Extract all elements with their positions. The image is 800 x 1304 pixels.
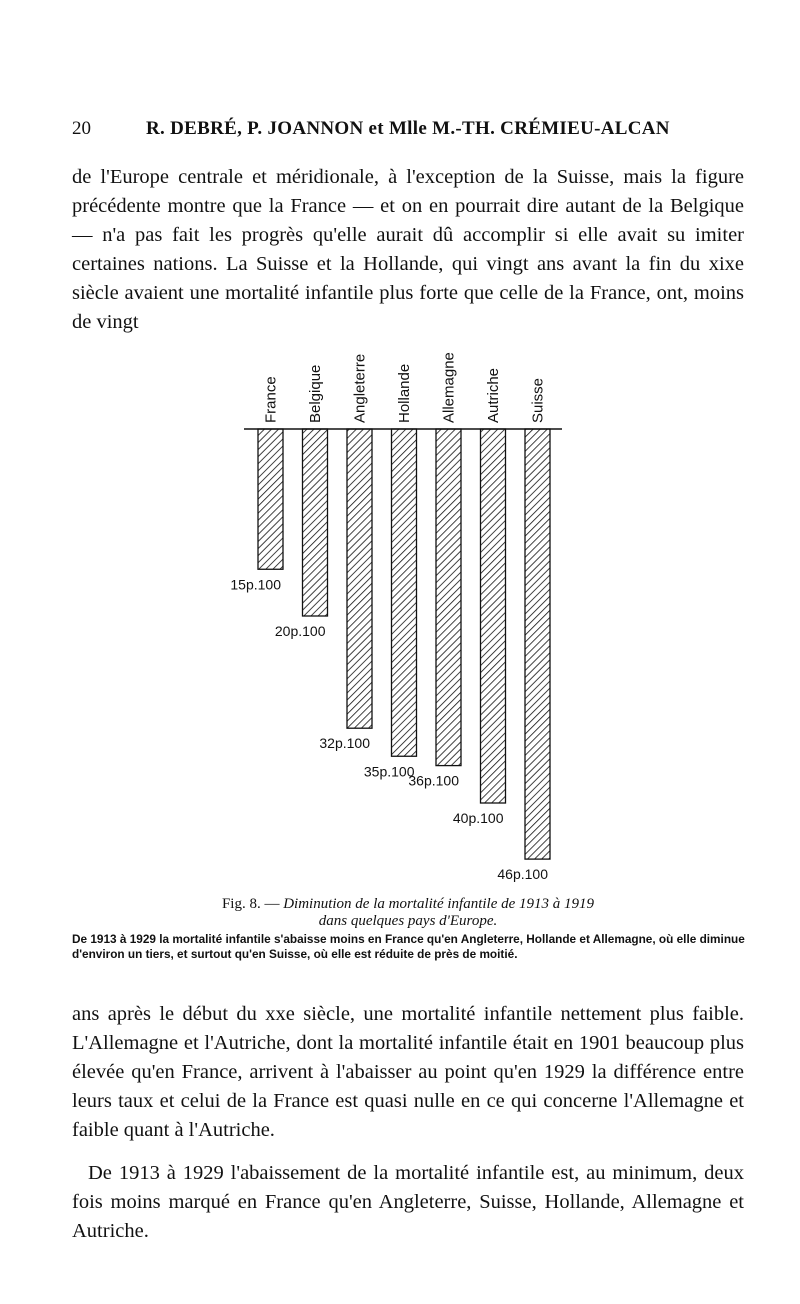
running-header-authors: R. DEBRÉ, P. JOANNON et Mlle M.-TH. CRÉMIEU-ALCAN xyxy=(146,118,670,139)
bar-allemagne xyxy=(436,429,461,766)
category-label-suisse: Suisse xyxy=(529,377,547,423)
page-number: 20 xyxy=(72,118,91,139)
bar-hollande xyxy=(392,429,417,756)
bar-autriche xyxy=(481,429,506,803)
category-label-france: France xyxy=(262,376,280,423)
value-label-angleterre: 32p.100 xyxy=(319,735,370,752)
category-label-hollande: Hollande xyxy=(396,363,413,423)
category-label-allemagne: Allemagne xyxy=(440,352,458,423)
figure-note: De 1913 à 1929 la mortalité infantile s'abaisse moins en France qu'en Angleterre, Hollande et Allemagne, où elle diminue d'environ un tiers, et surtout qu'en Suisse, où elle est réduite de près de moitié. xyxy=(72,932,745,961)
figure-title-line-1: Diminution de la mortalité infantile de 1913 à 1919 xyxy=(283,896,595,912)
value-label-france: 15p.100 xyxy=(230,576,281,593)
bar-suisse xyxy=(525,429,550,859)
category-label-autriche: Autriche xyxy=(485,367,502,423)
value-label-autriche: 40p.100 xyxy=(452,810,504,826)
figure-caption xyxy=(72,896,744,930)
chart-bars xyxy=(230,352,550,882)
figure-title-line-2: dans quelques pays d'Europe. xyxy=(318,913,498,929)
category-label-belgique: Belgique xyxy=(307,364,324,423)
value-label-belgique: 20p.100 xyxy=(274,623,326,639)
paragraph-1: de l'Europe centrale et méridionale, à l'exception de la Suisse, mais la figure précédente montre que la France — et on en pourrait dire autant de la Belgique — n'a pas fait les progrès qu'elle aurait dû accomplir si elle avait su imiter certaines nations. La Suisse et la Hollande, qui vingt ans avant la fin du xixe siècle avaient une mortalité infantile plus forte que celle de la France, ont, moins de vingt xyxy=(72,166,744,333)
figure-label: Fig. 8. — xyxy=(221,896,280,912)
paragraph-2: ans après le début du xxe siècle, une mortalité infantile nettement plus faible. L'Allemagne et l'Autriche, dont la mortalité infantile était en 1901 beaucoup plus élevée qu'en France, arrivent à l'abaisser au point qu'en 1929 la différence entre leurs taux et celui de la France est quasi nulle en ce qui concerne l'Allemagne et faible quant à l'Autriche. xyxy=(72,1003,744,1141)
value-label-allemagne: 36p.100 xyxy=(408,772,459,789)
value-label-suisse: 46p.100 xyxy=(497,866,548,883)
bar-angleterre xyxy=(347,429,372,728)
bar-belgique xyxy=(303,429,328,616)
bar-france xyxy=(258,429,283,569)
paragraph-3: De 1913 à 1929 l'abaissement de la mortalité infantile est, au minimum, deux fois moins marqué en France qu'en Angleterre, Suisse, Hollande, Allemagne et Autriche. xyxy=(72,1162,744,1242)
category-label-angleterre: Angleterre xyxy=(351,353,369,423)
value-label-hollande: 35p.100 xyxy=(363,763,415,780)
